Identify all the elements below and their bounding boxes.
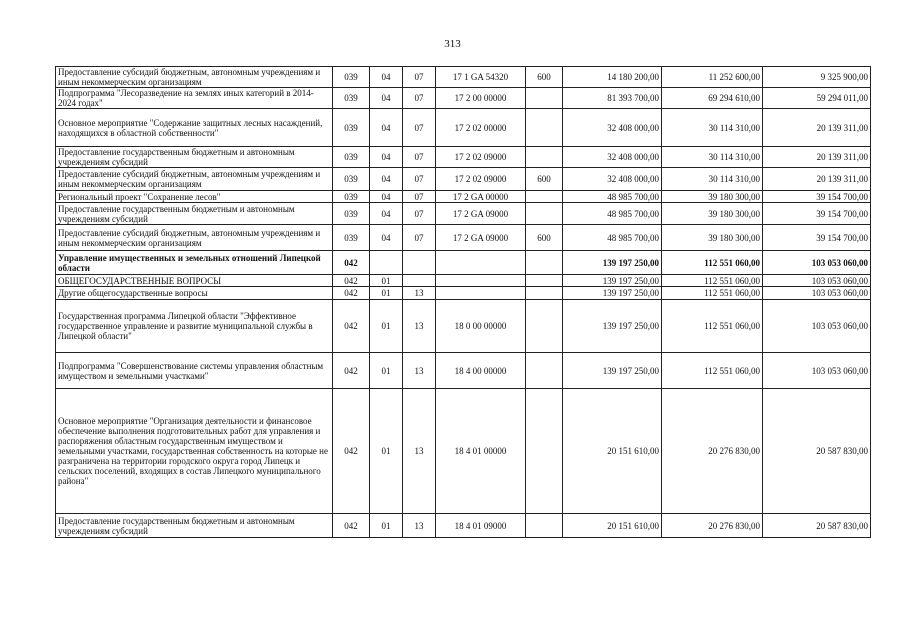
- amount-year1-cell: 139 197 250,00: [563, 300, 662, 353]
- row-name-cell: Основное мероприятие "Содержание защитных лесных насаждений, находящихся в областной собственности": [56, 109, 333, 147]
- expense-type-cell: [526, 275, 563, 287]
- amount-year2-cell: 11 252 600,00: [662, 67, 763, 88]
- table-row: [56, 251, 871, 275]
- ministry-code-cell: 039: [333, 67, 370, 88]
- ministry-code-cell: 039: [333, 225, 370, 251]
- expense-type-cell: 600: [526, 168, 563, 191]
- amount-year3-cell: 39 154 700,00: [763, 191, 871, 203]
- amount-year1-cell: 139 197 250,00: [563, 251, 662, 275]
- amount-year2-cell: 112 551 060,00: [662, 353, 763, 389]
- ministry-code-cell: 042: [333, 275, 370, 287]
- expense-type-cell: [526, 353, 563, 389]
- ministry-code-cell: 042: [333, 287, 370, 300]
- table-row: [56, 389, 871, 514]
- row-name-cell: Предоставление субсидий бюджетным, автономным учреждениям и иным некоммерческим организациям: [56, 225, 333, 251]
- amount-year1-cell: 48 985 700,00: [563, 191, 662, 203]
- amount-year3-cell: 59 294 011,00: [763, 88, 871, 109]
- expense-type-cell: [526, 203, 563, 225]
- amount-year3-cell: 20 587 830,00: [763, 389, 871, 514]
- amount-year2-cell: 20 276 830,00: [662, 514, 763, 538]
- subsection-code-cell: 07: [403, 203, 436, 225]
- section-code-cell: 04: [370, 168, 403, 191]
- row-name-cell: Предоставление государственным бюджетным и автономным учреждениям субсидий: [56, 203, 333, 225]
- budget-table: [55, 66, 871, 538]
- amount-year1-cell: 32 408 000,00: [563, 147, 662, 168]
- table-row: [56, 147, 871, 168]
- section-code-cell: 04: [370, 191, 403, 203]
- expense-type-cell: [526, 109, 563, 147]
- table-row: [56, 191, 871, 203]
- target-article-cell: 18 4 00 00000: [436, 353, 526, 389]
- amount-year1-cell: 139 197 250,00: [563, 353, 662, 389]
- amount-year1-cell: 139 197 250,00: [563, 287, 662, 300]
- target-article-cell: 17 2 GA 09000: [436, 203, 526, 225]
- target-article-cell: 17 2 GA 09000: [436, 225, 526, 251]
- amount-year2-cell: 39 180 300,00: [662, 191, 763, 203]
- section-code-cell: 04: [370, 147, 403, 168]
- expense-type-cell: [526, 191, 563, 203]
- table-row: [56, 168, 871, 191]
- row-name-cell: Региональный проект "Сохранение лесов": [56, 191, 333, 203]
- ministry-code-cell: 042: [333, 251, 370, 275]
- amount-year3-cell: 20 139 311,00: [763, 109, 871, 147]
- table-row: [56, 300, 871, 353]
- ministry-code-cell: 039: [333, 168, 370, 191]
- ministry-code-cell: 039: [333, 203, 370, 225]
- ministry-code-cell: 042: [333, 353, 370, 389]
- ministry-code-cell: 039: [333, 88, 370, 109]
- subsection-code-cell: 13: [403, 389, 436, 514]
- ministry-code-cell: 042: [333, 389, 370, 514]
- table-row: [56, 275, 871, 287]
- ministry-code-cell: 042: [333, 514, 370, 538]
- subsection-code-cell: 13: [403, 287, 436, 300]
- table-row: [56, 353, 871, 389]
- amount-year2-cell: 39 180 300,00: [662, 203, 763, 225]
- target-article-cell: 17 2 02 09000: [436, 147, 526, 168]
- subsection-code-cell: 07: [403, 88, 436, 109]
- amount-year2-cell: 69 294 610,00: [662, 88, 763, 109]
- row-name-cell: ОБЩЕГОСУДАРСТВЕННЫЕ ВОПРОСЫ: [56, 275, 333, 287]
- ministry-code-cell: 039: [333, 109, 370, 147]
- section-code-cell: 04: [370, 109, 403, 147]
- subsection-code-cell: 07: [403, 109, 436, 147]
- amount-year2-cell: 30 114 310,00: [662, 147, 763, 168]
- amount-year2-cell: 20 276 830,00: [662, 389, 763, 514]
- amount-year3-cell: 20 587 830,00: [763, 514, 871, 538]
- amount-year2-cell: 112 551 060,00: [662, 251, 763, 275]
- expense-type-cell: [526, 287, 563, 300]
- amount-year1-cell: 32 408 000,00: [563, 109, 662, 147]
- section-code-cell: 01: [370, 275, 403, 287]
- amount-year1-cell: 20 151 610,00: [563, 389, 662, 514]
- expense-type-cell: [526, 251, 563, 275]
- subsection-code-cell: 13: [403, 514, 436, 538]
- target-article-cell: 18 0 00 00000: [436, 300, 526, 353]
- target-article-cell: 18 4 01 00000: [436, 389, 526, 514]
- subsection-code-cell: 13: [403, 300, 436, 353]
- section-code-cell: 04: [370, 88, 403, 109]
- row-name-cell: Предоставление субсидий бюджетным, автономным учреждениям и иным некоммерческим организациям: [56, 168, 333, 191]
- amount-year3-cell: 20 139 311,00: [763, 168, 871, 191]
- amount-year1-cell: 139 197 250,00: [563, 275, 662, 287]
- row-name-cell: Подпрограмма "Совершенствование системы управления областным имуществом и земельными участками": [56, 353, 333, 389]
- table-row: [56, 287, 871, 300]
- expense-type-cell: [526, 300, 563, 353]
- amount-year3-cell: 103 053 060,00: [763, 353, 871, 389]
- expense-type-cell: [526, 514, 563, 538]
- subsection-code-cell: [403, 251, 436, 275]
- table-row: [56, 514, 871, 538]
- expense-type-cell: [526, 389, 563, 514]
- amount-year2-cell: 30 114 310,00: [662, 109, 763, 147]
- expense-type-cell: 600: [526, 67, 563, 88]
- subsection-code-cell: 07: [403, 191, 436, 203]
- amount-year3-cell: 103 053 060,00: [763, 287, 871, 300]
- subsection-code-cell: 07: [403, 168, 436, 191]
- table-row: [56, 203, 871, 225]
- target-article-cell: 17 2 00 00000: [436, 88, 526, 109]
- subsection-code-cell: 07: [403, 147, 436, 168]
- subsection-code-cell: 07: [403, 67, 436, 88]
- section-code-cell: [370, 251, 403, 275]
- page-number: 313: [444, 38, 461, 50]
- amount-year3-cell: 39 154 700,00: [763, 203, 871, 225]
- row-name-cell: Предоставление субсидий бюджетным, автономным учреждениям и иным некоммерческим организациям: [56, 67, 333, 88]
- amount-year1-cell: 14 180 200,00: [563, 67, 662, 88]
- amount-year3-cell: 39 154 700,00: [763, 225, 871, 251]
- section-code-cell: 01: [370, 287, 403, 300]
- target-article-cell: 17 2 02 09000: [436, 168, 526, 191]
- amount-year1-cell: 48 985 700,00: [563, 203, 662, 225]
- amount-year2-cell: 112 551 060,00: [662, 287, 763, 300]
- ministry-code-cell: 039: [333, 191, 370, 203]
- amount-year2-cell: 30 114 310,00: [662, 168, 763, 191]
- ministry-code-cell: 042: [333, 300, 370, 353]
- section-code-cell: 04: [370, 203, 403, 225]
- table-body: [56, 67, 871, 538]
- row-name-cell: Другие общегосударственные вопросы: [56, 287, 333, 300]
- amount-year3-cell: 20 139 311,00: [763, 147, 871, 168]
- subsection-code-cell: 13: [403, 353, 436, 389]
- target-article-cell: [436, 287, 526, 300]
- amount-year3-cell: 103 053 060,00: [763, 300, 871, 353]
- table-row: [56, 109, 871, 147]
- row-name-cell: Подпрограмма "Лесоразведение на землях иных категорий в 2014-2024 годах": [56, 88, 333, 109]
- amount-year2-cell: 112 551 060,00: [662, 300, 763, 353]
- subsection-code-cell: 07: [403, 225, 436, 251]
- amount-year2-cell: 39 180 300,00: [662, 225, 763, 251]
- target-article-cell: 17 2 02 00000: [436, 109, 526, 147]
- table-row: [56, 225, 871, 251]
- target-article-cell: [436, 275, 526, 287]
- amount-year1-cell: 32 408 000,00: [563, 168, 662, 191]
- target-article-cell: 17 2 GA 00000: [436, 191, 526, 203]
- expense-type-cell: [526, 88, 563, 109]
- row-name-cell: Предоставление государственным бюджетным и автономным учреждениям субсидий: [56, 514, 333, 538]
- row-name-cell: Управление имущественных и земельных отношений Липецкой области: [56, 251, 333, 275]
- section-code-cell: 04: [370, 225, 403, 251]
- row-name-cell: Государственная программа Липецкой области "Эффективное государственное управление и развитие муниципальной службы в Липецкой области": [56, 300, 333, 353]
- section-code-cell: 01: [370, 353, 403, 389]
- amount-year1-cell: 20 151 610,00: [563, 514, 662, 538]
- subsection-code-cell: [403, 275, 436, 287]
- amount-year2-cell: 112 551 060,00: [662, 275, 763, 287]
- amount-year3-cell: 103 053 060,00: [763, 275, 871, 287]
- target-article-cell: [436, 251, 526, 275]
- amount-year3-cell: 9 325 900,00: [763, 67, 871, 88]
- table-row: [56, 67, 871, 88]
- amount-year3-cell: 103 053 060,00: [763, 251, 871, 275]
- section-code-cell: 04: [370, 67, 403, 88]
- amount-year1-cell: 81 393 700,00: [563, 88, 662, 109]
- amount-year1-cell: 48 985 700,00: [563, 225, 662, 251]
- row-name-cell: Предоставление государственным бюджетным и автономным учреждениям субсидий: [56, 147, 333, 168]
- target-article-cell: 18 4 01 09000: [436, 514, 526, 538]
- ministry-code-cell: 039: [333, 147, 370, 168]
- target-article-cell: 17 1 GA 54320: [436, 67, 526, 88]
- section-code-cell: 01: [370, 514, 403, 538]
- row-name-cell: Основное мероприятие "Организация деятельности и финансовое обеспечение выполнения подготовительных работ для управления и распоряжения областным государственным имуществом и земельными участками, государственная собственность на которые не разграничена на территории городского округа город Липецк и сельских поселений, входящих в состав Липецкого муниципального района": [56, 389, 333, 514]
- table-row: [56, 88, 871, 109]
- section-code-cell: 01: [370, 389, 403, 514]
- section-code-cell: 01: [370, 300, 403, 353]
- expense-type-cell: 600: [526, 225, 563, 251]
- expense-type-cell: [526, 147, 563, 168]
